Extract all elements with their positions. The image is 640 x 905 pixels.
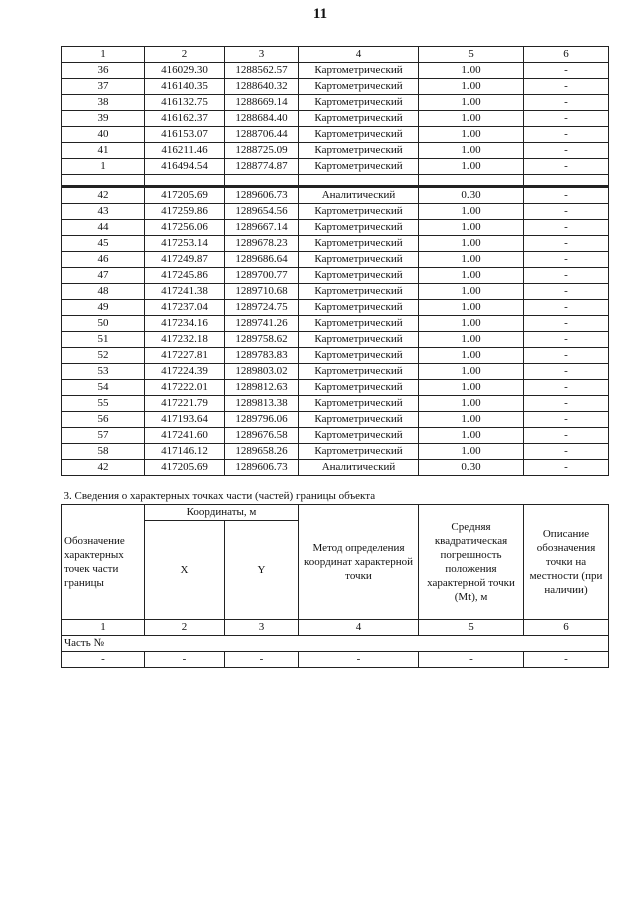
table-cell: Картометрический bbox=[299, 268, 419, 284]
table-cell: 1288684.40 bbox=[225, 111, 299, 127]
table-cell: 1.00 bbox=[419, 284, 524, 300]
table-row bbox=[62, 460, 609, 476]
table-cell: 417227.81 bbox=[145, 348, 225, 364]
empty-cell bbox=[524, 175, 609, 187]
table-cell: 1289667.14 bbox=[225, 220, 299, 236]
table-cell: 1.00 bbox=[419, 268, 524, 284]
table-cell: - bbox=[524, 187, 609, 204]
table-cell: 5 bbox=[419, 47, 524, 63]
table-row bbox=[62, 428, 609, 444]
column-number: 4 bbox=[299, 620, 419, 636]
point-designation-header: Обозначение характерных точек части границы bbox=[62, 505, 145, 620]
table-cell: 417234.16 bbox=[145, 316, 225, 332]
table-cell: Картометрический bbox=[299, 316, 419, 332]
table-cell: 1289606.73 bbox=[225, 460, 299, 476]
table-cell: 1288669.14 bbox=[225, 95, 299, 111]
table-cell: - bbox=[524, 111, 609, 127]
table-cell: 1.00 bbox=[419, 364, 524, 380]
method-header: Метод определения координат характерной точки bbox=[299, 505, 419, 620]
table-cell: 48 bbox=[62, 284, 145, 300]
table-cell: 51 bbox=[62, 332, 145, 348]
table-cell: Картометрический bbox=[299, 143, 419, 159]
table-cell: 0.30 bbox=[419, 187, 524, 204]
table-cell: - bbox=[524, 79, 609, 95]
table-cell: 0.30 bbox=[419, 460, 524, 476]
table-cell: 1.00 bbox=[419, 316, 524, 332]
table-cell: 41 bbox=[62, 143, 145, 159]
column-numbers-row bbox=[62, 620, 609, 636]
table-cell: Картометрический bbox=[299, 284, 419, 300]
table-cell: 58 bbox=[62, 444, 145, 460]
table-cell: - bbox=[524, 396, 609, 412]
table-cell: 416162.37 bbox=[145, 111, 225, 127]
table-cell: 416029.30 bbox=[145, 63, 225, 79]
table-cell: - bbox=[524, 252, 609, 268]
table-cell: 52 bbox=[62, 348, 145, 364]
table-cell: 1288725.09 bbox=[225, 143, 299, 159]
table-cell: 1289812.63 bbox=[225, 380, 299, 396]
table-cell: 1.00 bbox=[419, 396, 524, 412]
table-cell: 43 bbox=[62, 204, 145, 220]
table-cell: 38 bbox=[62, 95, 145, 111]
table-cell: 6 bbox=[524, 47, 609, 63]
table-row bbox=[62, 252, 609, 268]
coordinates-table bbox=[61, 46, 609, 476]
table-cell: 1 bbox=[62, 159, 145, 175]
table-cell: 417237.04 bbox=[145, 300, 225, 316]
table-cell: 417224.39 bbox=[145, 364, 225, 380]
table-cell: 417221.79 bbox=[145, 396, 225, 412]
table-cell: 416140.35 bbox=[145, 79, 225, 95]
table-cell: 1289724.75 bbox=[225, 300, 299, 316]
table-cell: Картометрический bbox=[299, 396, 419, 412]
table-cell: 1.00 bbox=[419, 332, 524, 348]
table-cell: 417205.69 bbox=[145, 460, 225, 476]
coordinates-header: Координаты, м bbox=[145, 505, 299, 521]
table-cell: Картометрический bbox=[299, 111, 419, 127]
table-cell: Картометрический bbox=[299, 428, 419, 444]
table-cell: Картометрический bbox=[299, 252, 419, 268]
header-row-1 bbox=[62, 505, 609, 521]
table-cell: Картометрический bbox=[299, 300, 419, 316]
table-cell: 417222.01 bbox=[145, 380, 225, 396]
table-cell: 47 bbox=[62, 268, 145, 284]
table-cell: 417193.64 bbox=[145, 412, 225, 428]
empty-cell bbox=[299, 175, 419, 187]
table-row bbox=[62, 111, 609, 127]
table-cell: 4 bbox=[299, 47, 419, 63]
y-header: Y bbox=[225, 521, 299, 620]
empty-cell bbox=[145, 175, 225, 187]
table-cell: 1.00 bbox=[419, 111, 524, 127]
table-cell: 416494.54 bbox=[145, 159, 225, 175]
table-cell: Картометрический bbox=[299, 412, 419, 428]
table-cell: 50 bbox=[62, 316, 145, 332]
table-cell: Аналитический bbox=[299, 460, 419, 476]
column-numbers-row bbox=[62, 47, 609, 63]
table-cell: 1.00 bbox=[419, 95, 524, 111]
column-number: 6 bbox=[524, 620, 609, 636]
table-row bbox=[62, 143, 609, 159]
section-title-row bbox=[62, 489, 609, 505]
table-cell: 1.00 bbox=[419, 127, 524, 143]
column-number: 2 bbox=[145, 620, 225, 636]
column-number: 1 bbox=[62, 620, 145, 636]
table-cell: 1289783.83 bbox=[225, 348, 299, 364]
table-cell: 1.00 bbox=[419, 380, 524, 396]
table-cell: 417205.69 bbox=[145, 187, 225, 204]
table-cell: Картометрический bbox=[299, 348, 419, 364]
table-cell: Картометрический bbox=[299, 236, 419, 252]
table-cell: Картометрический bbox=[299, 63, 419, 79]
empty-data-row bbox=[62, 652, 609, 668]
table-row bbox=[62, 127, 609, 143]
table-cell: Картометрический bbox=[299, 332, 419, 348]
table-cell: 1289658.26 bbox=[225, 444, 299, 460]
part-points-table bbox=[61, 489, 609, 668]
column-number: 5 bbox=[419, 620, 524, 636]
table-cell: 39 bbox=[62, 111, 145, 127]
table-row bbox=[62, 159, 609, 175]
table-cell: 1288774.87 bbox=[225, 159, 299, 175]
table-cell: Картометрический bbox=[299, 79, 419, 95]
table-cell: - bbox=[524, 364, 609, 380]
column-number: 3 bbox=[225, 620, 299, 636]
table-cell: 1289803.02 bbox=[225, 364, 299, 380]
table-cell: 416211.46 bbox=[145, 143, 225, 159]
table-row bbox=[62, 300, 609, 316]
table-cell: 1288640.32 bbox=[225, 79, 299, 95]
table-cell: 54 bbox=[62, 380, 145, 396]
table-cell: 417259.86 bbox=[145, 204, 225, 220]
table-row bbox=[62, 236, 609, 252]
table-cell: 2 bbox=[145, 47, 225, 63]
table-row bbox=[62, 79, 609, 95]
table-row bbox=[62, 316, 609, 332]
empty-cell bbox=[225, 175, 299, 187]
table-cell: 46 bbox=[62, 252, 145, 268]
table-row bbox=[62, 220, 609, 236]
table-cell: 1289678.23 bbox=[225, 236, 299, 252]
table-cell: - bbox=[524, 159, 609, 175]
table-cell: - bbox=[524, 95, 609, 111]
table-cell: 1289758.62 bbox=[225, 332, 299, 348]
empty-cell: - bbox=[524, 652, 609, 668]
table-cell: - bbox=[524, 300, 609, 316]
table-cell: 1289606.73 bbox=[225, 187, 299, 204]
table-cell: 1288562.57 bbox=[225, 63, 299, 79]
table-cell: 1289676.58 bbox=[225, 428, 299, 444]
table-cell: 44 bbox=[62, 220, 145, 236]
table-cell: 1289813.38 bbox=[225, 396, 299, 412]
table-cell: 417241.38 bbox=[145, 284, 225, 300]
table-cell: 417256.06 bbox=[145, 220, 225, 236]
table-cell: 1.00 bbox=[419, 79, 524, 95]
table-cell: Картометрический bbox=[299, 159, 419, 175]
table-cell: - bbox=[524, 444, 609, 460]
table-row bbox=[62, 187, 609, 204]
table-cell: - bbox=[524, 143, 609, 159]
table-cell: 416153.07 bbox=[145, 127, 225, 143]
table-cell: 1.00 bbox=[419, 412, 524, 428]
table-row bbox=[62, 63, 609, 79]
table-cell: 3 bbox=[225, 47, 299, 63]
table-row bbox=[62, 268, 609, 284]
error-header: Средняя квадратическая погрешность положения характерной точки (Mt), м bbox=[419, 505, 524, 620]
part-label-row bbox=[62, 636, 609, 652]
table-cell: Картометрический bbox=[299, 127, 419, 143]
table-cell: 417146.12 bbox=[145, 444, 225, 460]
page-number: 11 bbox=[312, 6, 328, 22]
table-cell: Картометрический bbox=[299, 364, 419, 380]
table-cell: - bbox=[524, 316, 609, 332]
table-cell: 56 bbox=[62, 412, 145, 428]
table-cell: 55 bbox=[62, 396, 145, 412]
table-cell: 1 bbox=[62, 47, 145, 63]
table-cell: 1.00 bbox=[419, 143, 524, 159]
table-cell: 1289654.56 bbox=[225, 204, 299, 220]
table-cell: 57 bbox=[62, 428, 145, 444]
contour-separator-row bbox=[62, 175, 609, 187]
table-cell: 42 bbox=[62, 460, 145, 476]
table-row bbox=[62, 380, 609, 396]
table-cell: 1.00 bbox=[419, 236, 524, 252]
table-cell: 40 bbox=[62, 127, 145, 143]
table-cell: 417241.60 bbox=[145, 428, 225, 444]
table-cell: Картометрический bbox=[299, 95, 419, 111]
table-cell: 37 bbox=[62, 79, 145, 95]
table-row bbox=[62, 396, 609, 412]
description-header: Описание обозначения точки на местности (при наличии) bbox=[524, 505, 609, 620]
table-cell: - bbox=[524, 127, 609, 143]
empty-cell: - bbox=[299, 652, 419, 668]
table-cell: - bbox=[524, 348, 609, 364]
empty-cell bbox=[419, 175, 524, 187]
empty-cell bbox=[62, 175, 145, 187]
table-cell: 53 bbox=[62, 364, 145, 380]
table-cell: - bbox=[524, 412, 609, 428]
part-label: Часть № bbox=[62, 636, 609, 652]
table-row bbox=[62, 95, 609, 111]
table-cell: 42 bbox=[62, 187, 145, 204]
table-cell: 1.00 bbox=[419, 159, 524, 175]
table-cell: 417253.14 bbox=[145, 236, 225, 252]
table-cell: 1.00 bbox=[419, 63, 524, 79]
x-header: X bbox=[145, 521, 225, 620]
table-cell: - bbox=[524, 268, 609, 284]
table-cell: - bbox=[524, 236, 609, 252]
table-cell: 1289741.26 bbox=[225, 316, 299, 332]
table-cell: 1.00 bbox=[419, 204, 524, 220]
table-cell: 417232.18 bbox=[145, 332, 225, 348]
table-cell: - bbox=[524, 460, 609, 476]
table-cell: 1.00 bbox=[419, 428, 524, 444]
table-cell: - bbox=[524, 220, 609, 236]
table-cell: Картометрический bbox=[299, 444, 419, 460]
section-title: 3. Сведения о характерных точках части (частей) границы объекта bbox=[62, 489, 609, 505]
table-cell: 1.00 bbox=[419, 348, 524, 364]
table-cell: 1.00 bbox=[419, 220, 524, 236]
table-cell: 36 bbox=[62, 63, 145, 79]
table-cell: - bbox=[524, 204, 609, 220]
table-cell: 1289796.06 bbox=[225, 412, 299, 428]
empty-cell: - bbox=[225, 652, 299, 668]
table-cell: 1.00 bbox=[419, 252, 524, 268]
table-cell: - bbox=[524, 284, 609, 300]
table-cell: 1288706.44 bbox=[225, 127, 299, 143]
table-cell: 417249.87 bbox=[145, 252, 225, 268]
table-cell: 1.00 bbox=[419, 444, 524, 460]
table-cell: - bbox=[524, 428, 609, 444]
empty-cell: - bbox=[62, 652, 145, 668]
table-row bbox=[62, 348, 609, 364]
table-cell: Аналитический bbox=[299, 187, 419, 204]
table-cell: 1.00 bbox=[419, 300, 524, 316]
table-cell: 416132.75 bbox=[145, 95, 225, 111]
table-cell: - bbox=[524, 380, 609, 396]
table-cell: Картометрический bbox=[299, 204, 419, 220]
table-cell: Картометрический bbox=[299, 380, 419, 396]
table-cell: 45 bbox=[62, 236, 145, 252]
table-cell: 1289700.77 bbox=[225, 268, 299, 284]
table-cell: Картометрический bbox=[299, 220, 419, 236]
table-row bbox=[62, 332, 609, 348]
table-cell: 49 bbox=[62, 300, 145, 316]
table-row bbox=[62, 204, 609, 220]
table-cell: 1289710.68 bbox=[225, 284, 299, 300]
table-row bbox=[62, 412, 609, 428]
table-cell: - bbox=[524, 63, 609, 79]
table-row bbox=[62, 284, 609, 300]
empty-cell: - bbox=[145, 652, 225, 668]
empty-cell: - bbox=[419, 652, 524, 668]
table-row bbox=[62, 364, 609, 380]
table-cell: 1289686.64 bbox=[225, 252, 299, 268]
table-cell: - bbox=[524, 332, 609, 348]
table-row bbox=[62, 444, 609, 460]
table-cell: 417245.86 bbox=[145, 268, 225, 284]
